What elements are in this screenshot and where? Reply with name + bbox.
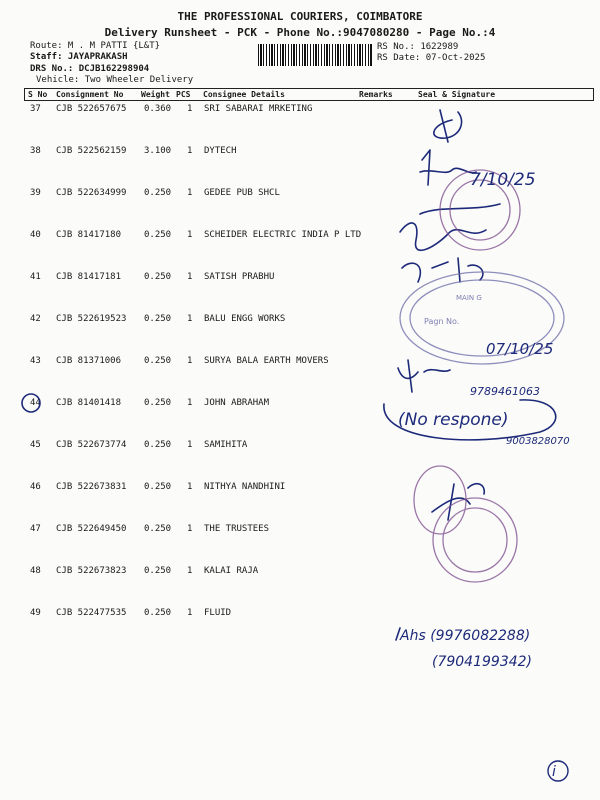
vehicle-text: Vehicle: Two Wheeler Delivery [36,75,194,85]
row-sno: 48 [30,566,41,576]
row-weight: 0.250 [144,440,172,450]
rs-number: RS No.: 1622989 [377,42,459,52]
stamp-pagn-text: Pagn No. [424,317,460,326]
company-stamp-row-47 [433,498,517,582]
row-weight: 0.250 [144,188,172,198]
row-consignment: CJB 522673774 [56,440,127,450]
row-pcs: 1 [187,356,193,366]
row-sno: 39 [30,188,41,198]
handwritten-phone-44: 9789461063 [470,385,540,398]
signature-row-38 [420,150,476,185]
row-consignment: CJB 81417181 [56,272,122,282]
row-weight: 0.250 [144,356,172,366]
row-weight: 0.250 [144,272,172,282]
rs-date: RS Date: 07-Oct-2025 [377,53,486,63]
row-consignee: GEDEE PUB SHCL [204,188,280,198]
row-consignment: CJB 81401418 [56,398,122,408]
company-title: THE PROFESSIONAL COURIERS, COIMBATORE [177,10,423,23]
row-pcs: 1 [187,104,193,114]
row-consignment: CJB 522649450 [56,524,127,534]
col-pcs: PCS [176,90,191,99]
row-pcs: 1 [187,272,193,282]
row-consignee: SURYA BALA EARTH MOVERS [204,356,329,366]
row-weight: 0.250 [144,608,172,618]
route-text: Route: M . M PATTI {L&T} [30,41,161,51]
row-pcs: 1 [187,440,193,450]
row-weight: 0.250 [144,524,172,534]
signature-row-41 [402,258,483,282]
page-mark: i [552,764,556,780]
row-weight: 0.250 [144,314,172,324]
row-sno: 47 [30,524,41,534]
row-sno: 44 [30,398,41,408]
row-weight: 0.250 [144,230,172,240]
row-weight: 0.250 [144,566,172,576]
row-weight: 0.250 [144,482,172,492]
row-consignee: SATISH PRABHU [204,272,275,282]
row-consignee: KALAI RAJA [204,566,259,576]
row-pcs: 1 [187,188,193,198]
row-pcs: 1 [187,566,193,576]
row-sno: 41 [30,272,41,282]
row-consignment: CJB 522619523 [56,314,127,324]
row-consignment: CJB 522634999 [56,188,127,198]
handwritten-phone-49b: (7904199342) [432,654,532,670]
row-consignment: CJB 522673831 [56,482,127,492]
row-consignment: CJB 522477535 [56,608,127,618]
row-consignee: DYTECH [204,146,237,156]
row-pcs: 1 [187,146,193,156]
row-sno: 45 [30,440,41,450]
handwritten-note-44: (No respone) [398,410,509,430]
row-sno: 42 [30,314,41,324]
row-weight: 0.360 [144,104,172,114]
row-consignee: BALU ENGG WORKS [204,314,286,324]
row-pcs: 1 [187,482,193,492]
row-sno: 37 [30,104,41,114]
handwritten-date-1: 7/10/25 [470,170,536,190]
row-consignment: CJB 81371006 [56,356,122,366]
signature-row-37 [434,110,462,142]
handwritten-date-2: 07/10/25 [486,340,554,358]
col-seal-signature: Seal & Signature [418,90,496,99]
row-sno: 40 [30,230,41,240]
row-consignee: SAMIHITA [204,440,248,450]
handwritten-phone-45: 9003828070 [506,436,570,447]
row-consignee: SRI SABARAI MRKETING [204,104,313,114]
row-pcs: 1 [187,608,193,618]
runsheet-subtitle: Delivery Runsheet - PCK - Phone No.:9047080280 - Page No.:4 [104,26,496,39]
row-consignment: CJB 81417180 [56,230,122,240]
row-pcs: 1 [187,524,193,534]
handwritten-note-49: Ahs (9976082288) [400,628,531,644]
row-pcs: 1 [187,398,193,408]
row-pcs: 1 [187,314,193,324]
col-remarks: Remarks [359,90,393,99]
row-weight: 0.250 [144,398,172,408]
row-weight: 3.100 [144,146,172,156]
col-sno: S No [28,90,48,99]
row-44-circle-mark [22,394,40,412]
signature-row-43 [398,360,450,392]
row-consignment: CJB 522673823 [56,566,127,576]
col-consignment: Consignment No [56,90,124,99]
row-consignee: JOHN ABRAHAM [204,398,270,408]
col-consignee: Consignee Details [203,90,285,99]
row-consignment: CJB 522562159 [56,146,127,156]
row-sno: 38 [30,146,41,156]
row-consignee: FLUID [204,608,232,618]
row-consignee: SCHEIDER ELECTRIC INDIA P LTD [204,230,362,240]
row-consignment: CJB 522657675 [56,104,127,114]
drs-number: DRS No.: DCJB162298904 [30,64,150,74]
col-weight: Weight [141,90,170,99]
staff-text: Staff: JAYAPRAKASH [30,52,128,62]
stamp-main-text: MAIN G [456,294,482,302]
signature-row-40 [400,223,486,250]
row-consignee: NITHYA NANDHINI [204,482,286,492]
row-sno: 43 [30,356,41,366]
row-pcs: 1 [187,230,193,240]
row-sno: 49 [30,608,41,618]
row-sno: 46 [30,482,41,492]
row-consignee: THE TRUSTEES [204,524,270,534]
